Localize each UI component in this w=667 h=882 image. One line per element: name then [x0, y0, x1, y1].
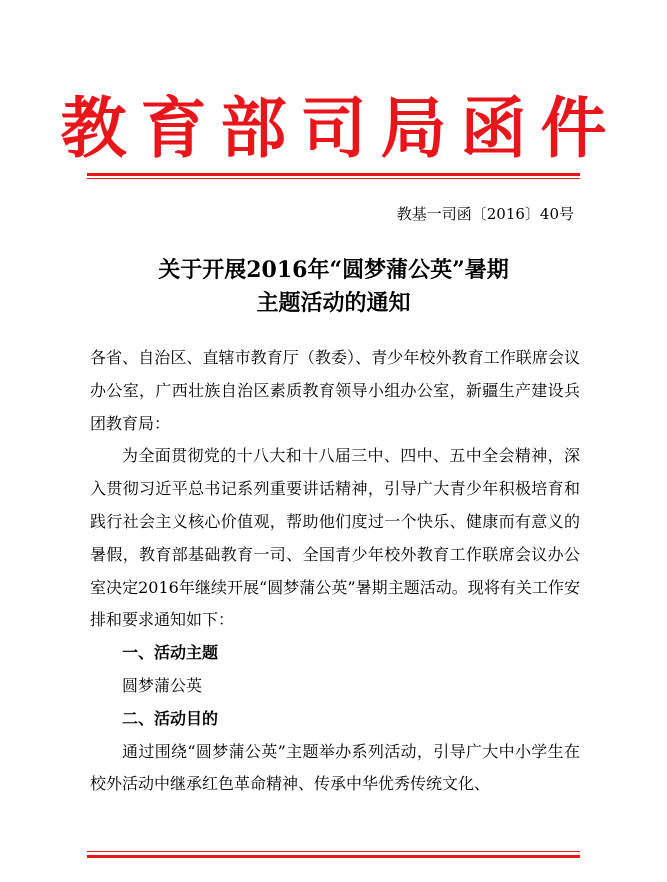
section-2-text: 通过围绕“圆梦蒲公英”主题举办系列活动，引导广大中小学生在校外活动中继承红色革命精神、传承中华优秀传统文化、: [90, 741, 580, 794]
letterhead-rule-thin: [87, 178, 580, 179]
intro-paragraph: 为全面贯彻党的十八大和十八届三中、四中、五中全会精神，深入贯彻习近平总书记系列重要讲话精神，引导广大青少年积极培育和践行社会主义核心价值观，帮助他们度过一个快乐、健康而有意义的暑假，教育部基础教育一司、全国青少年校外教育工作联席会议办公室决定2016年继续开展“圆梦蒲公英”暑期主题活动。现将有关工作安排和要求通知如下：: [90, 446, 580, 630]
footer-rule-thin: [87, 851, 580, 852]
section-1-heading: 一、活动主题: [122, 643, 219, 663]
section-1-text: 圆梦蒲公英: [122, 675, 203, 695]
letterhead-rule-thick: [87, 173, 580, 176]
letterhead-title: 教育部司局函件: [60, 89, 621, 167]
document-number: 教基一司函〔2016〕40号: [396, 205, 574, 223]
document-title-line-2: 主题活动的通知: [256, 290, 411, 316]
footer-rule-thick: [87, 855, 580, 858]
section-2-heading: 二、活动目的: [122, 708, 219, 728]
addressee-paragraph: 各省、自治区、直辖市教育厅（教委）、青少年校外教育工作联席会议办公室，广西壮族自治区素质教育领导小组办公室，新疆生产建设兵团教育局：: [90, 348, 580, 433]
document-title: [0, 254, 667, 320]
document-title-line-1: 关于开展2016年“圆梦蒲公英”暑期: [158, 257, 509, 283]
document-body: [90, 342, 580, 801]
